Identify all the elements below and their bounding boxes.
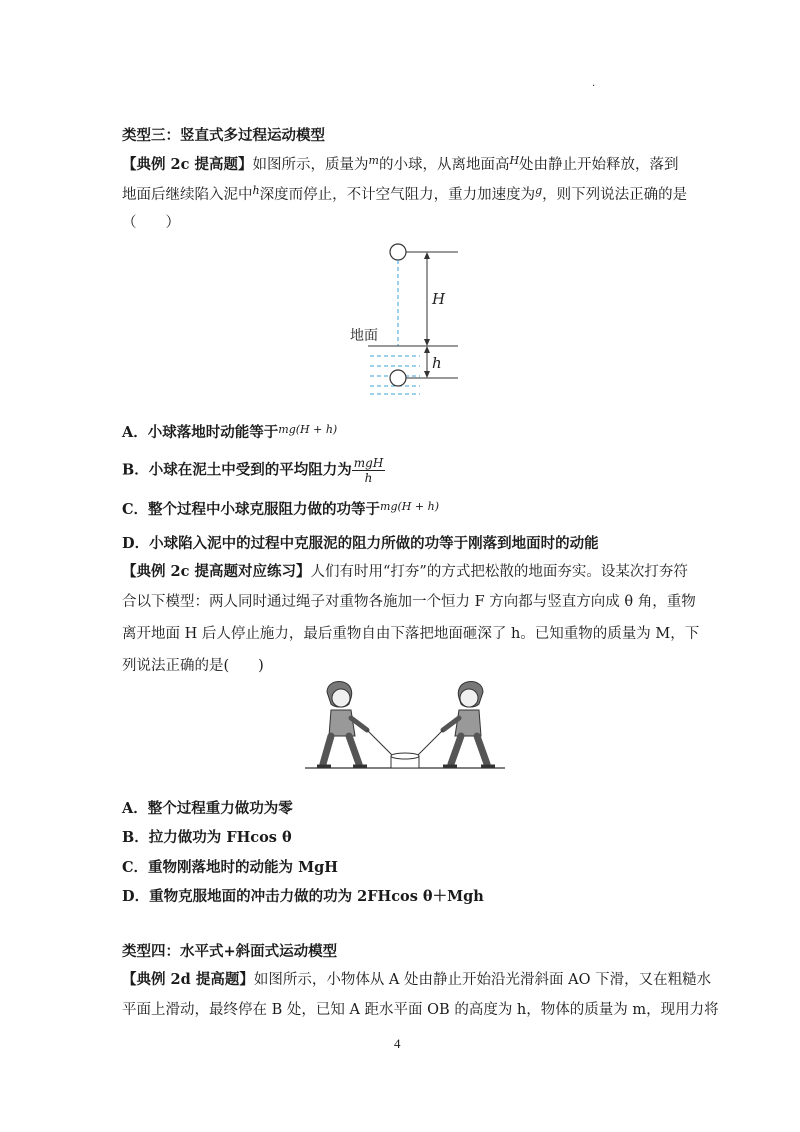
text: 深度而停止，不计空气阻力，重力加速度为 (259, 187, 536, 203)
option-label: C． (122, 501, 149, 518)
h-arrowhead-down (424, 371, 430, 378)
section3-heading: 类型三：竖直式多过程运动模型 (122, 127, 325, 144)
math-g: g (535, 184, 543, 197)
text: ，则下列说法正确的是 (542, 187, 688, 203)
option-text: 拉力做功为 FHcos θ (148, 829, 292, 846)
option-math: mg(H + h) (380, 500, 439, 513)
option-label: B． (122, 461, 149, 479)
option-text: 小球在泥土中受到的平均阻力为 (148, 461, 352, 479)
option-label: D． (122, 535, 150, 552)
option-d (122, 532, 599, 553)
practice-option-c (122, 856, 338, 877)
practice-option-d (122, 885, 484, 906)
example2d-line2: 平面上滑动，最终停在 B 处，已知 A 距水平面 OB 的高度为 h，物体的质量为 m，现用力将 (122, 1002, 719, 1018)
example2d-tag: 【典例 2d 提高题】 (122, 971, 254, 988)
right-person-icon (443, 681, 495, 766)
option-label: C． (122, 859, 149, 876)
fraction-denominator: h (364, 471, 373, 485)
option-fraction (352, 456, 386, 485)
tamping-figure (305, 678, 505, 776)
practice-line2: 合以下模型：两人同时通过绳子对重物各施加一个恒力 F 方向都与竖直方向成 θ 角，重物 (122, 594, 696, 610)
option-math: mg(H + h) (278, 423, 338, 436)
ball-top (390, 244, 406, 260)
practice-tag: 【典例 2c 提高题对应练习】 (122, 563, 311, 580)
option-text: 整个过程重力做功为零 (147, 800, 293, 817)
option-c (122, 498, 439, 519)
practice-line3: 离开地面 H 后人停止施力，最后重物自由下落把地面砸深了 h。已知重物的质量为 M，下 (122, 626, 700, 642)
H-arrowhead-down (424, 339, 430, 346)
fraction-numerator: mgH (353, 456, 384, 470)
section4-heading: 类型四：水平式+斜面式运动模型 (122, 943, 338, 960)
stray-dot: . (592, 78, 596, 89)
H-arrowhead-up (424, 252, 430, 259)
text: 如图所示，质量为 (252, 157, 369, 173)
option-label: A． (122, 800, 148, 817)
math-H: H (509, 154, 520, 167)
left-rope (367, 730, 395, 758)
option-text: 整个过程中小球克服阻力做的功等于 (148, 501, 381, 518)
practice-option-b (122, 826, 292, 847)
ball-bottom (390, 370, 406, 386)
label-ground: 地面 (350, 328, 378, 344)
text: 地面后继续陷入泥中 (122, 187, 253, 203)
option-label: B． (122, 829, 149, 846)
option-label: A． (122, 424, 148, 441)
example2c-paren: （ ） (122, 215, 180, 231)
option-text: 小球陷入泥中的过程中克服泥的阻力所做的功等于刚落到地面时的动能 (149, 535, 599, 552)
right-rope (415, 730, 443, 758)
option-b (122, 456, 385, 485)
h-arrowhead-up (424, 346, 430, 353)
option-text: 小球落地时动能等于 (147, 424, 279, 441)
label-h: h (432, 354, 442, 372)
text: 的小球，从离地面高 (378, 157, 510, 173)
option-text: 重物刚落地时的动能为 MgH (148, 859, 338, 876)
example2c-tag: 【典例 2c 提高题】 (122, 156, 253, 173)
option-label: D． (122, 888, 150, 905)
page-number: 4 (394, 1036, 401, 1051)
ball-drop-figure (340, 238, 480, 398)
example2c-line1 (122, 155, 679, 176)
practice-line1 (122, 562, 688, 582)
text: 如图所示，小物体从 A 处由静止开始沿光滑斜面 AO 下滑，又在粗糙水 (253, 972, 712, 988)
option-text: 重物克服地面的冲击力做的功为 2FHcos θ＋Mgh (149, 888, 484, 905)
example2d-line1 (122, 970, 711, 990)
example2c-line2 (122, 185, 687, 206)
practice-line4: 列说法正确的是( ) (122, 658, 264, 674)
left-person-icon (317, 681, 367, 766)
math-h: h (252, 184, 260, 197)
text: 人们有时用“打夯”的方式把松散的地面夯实。设某次打夯符 (310, 564, 688, 580)
label-H: H (432, 290, 446, 308)
math-m: m (368, 154, 379, 167)
practice-option-a (122, 797, 293, 818)
text: 处由静止开始释放，落到 (519, 157, 679, 173)
weight-icon (391, 753, 419, 768)
option-a (122, 421, 337, 442)
